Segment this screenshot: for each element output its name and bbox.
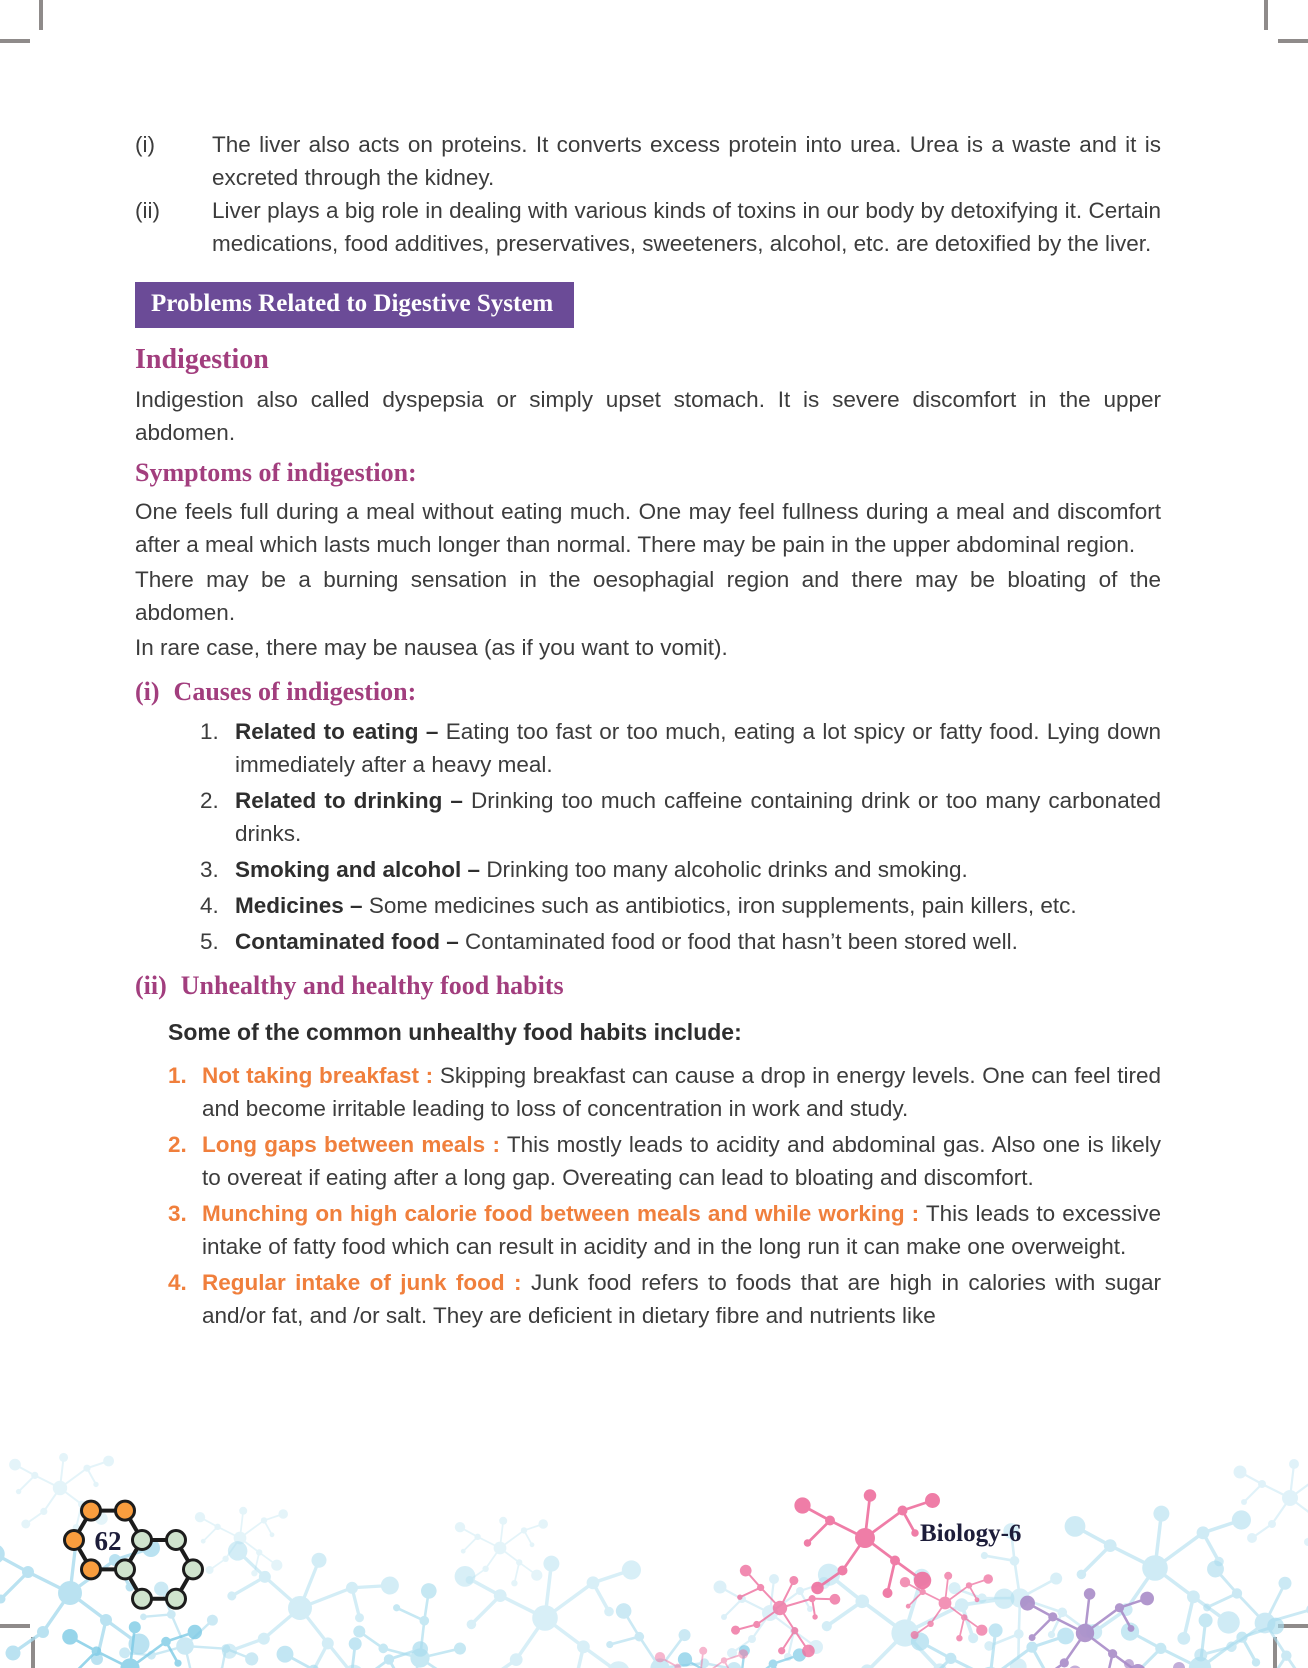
list-item <box>135 715 1161 781</box>
heading-prefix: (i) <box>135 677 160 706</box>
list-item-text <box>202 1059 1161 1125</box>
list-item-rest: This leads to excessive intake of fatty food which can result in acidity and in the long run it can make one overweight. <box>202 1201 1161 1259</box>
list-item-number: 2. <box>168 1132 187 1157</box>
list-item-text <box>235 715 1161 781</box>
habits-intro: Some of the common unhealthy food habits include: <box>168 1019 742 1045</box>
heading-habits <box>135 970 1161 1003</box>
list-item-rest: Junk food refers to foods that are high in calories with sugar and/or fat, and /or salt. They are deficient in dietary fibre and nutrients like <box>202 1270 1162 1328</box>
list-item-number: 1. <box>200 718 219 744</box>
page-number: 62 <box>94 1526 122 1556</box>
list-item-rest: Skipping breakfast can cause a drop in energy levels. One can feel tired and become irritable leading to loss of concentration in work and study. <box>202 1063 1161 1121</box>
list-item-lead: Regular intake of junk food : <box>202 1270 522 1295</box>
paragraph: One feels full during a meal without eating much. One may feel fullness during a meal and discomfort after a meal which lasts much longer than normal. There may be pain in the upper abdominal region. <box>135 499 1161 557</box>
list-item-text: The liver also acts on proteins. It converts excess protein into urea. Urea is a waste and it is excreted through the kidney. <box>212 132 1161 190</box>
list-item <box>135 784 1161 850</box>
list-item-rest: This mostly leads to acidity and abdominal gas. Also one is likely to overeat if eating after a long gap. Overeating can lead to bloating and discomfort. <box>202 1132 1161 1190</box>
crop-mark-top-left-vertical <box>39 0 43 30</box>
list-item-number: 3. <box>200 856 219 882</box>
heading-indigestion: Indigestion <box>135 343 269 375</box>
list-item-lead: Medicines – <box>235 892 363 918</box>
heading-causes <box>135 676 1161 709</box>
list-item-rest: Some medicines such as antibiotics, iron supplements, pain killers, etc. <box>368 892 1077 918</box>
book-label: Biology-6 <box>920 1520 1022 1547</box>
heading-text: Causes of indigestion: <box>173 677 417 706</box>
list-item-number: 4. <box>168 1270 187 1295</box>
list-item <box>135 128 1161 194</box>
list-item-rest: Drinking too many alcoholic drinks and smoking. <box>486 856 968 882</box>
list-item-text <box>202 1197 1161 1263</box>
list-item-lead: Related to drinking – <box>235 787 463 813</box>
list-item <box>135 853 1161 886</box>
list-item-number: 2. <box>200 787 219 813</box>
heading-text: Unhealthy and healthy food habits <box>180 970 564 1000</box>
list-item-rest: Eating too fast or too much, eating a lot spicy or fatty food. Lying down immediately after a heavy meal. <box>235 718 1161 777</box>
paragraph: In rare case, there may be nausea (as if you want to vomit). <box>135 635 728 660</box>
heading-symptoms: Symptoms of indigestion: <box>135 457 417 487</box>
list-item <box>135 925 1161 958</box>
list-item-text <box>202 1266 1161 1332</box>
list-item-number: 1. <box>168 1063 187 1088</box>
paragraph: There may be a burning sensation in the oesophagial region and there may be bloating of the abdomen. <box>135 567 1161 625</box>
list-item-text <box>235 853 1161 886</box>
page-number-hexagon-badge <box>58 1488 208 1614</box>
list-item-lead: Not taking breakfast : <box>202 1063 434 1088</box>
list-item <box>135 1266 1161 1332</box>
list-item-text <box>202 1128 1161 1194</box>
crop-mark-top-right-horizontal <box>1278 39 1308 43</box>
crop-mark-top-left-horizontal <box>0 39 30 43</box>
list-item-number: 4. <box>200 892 219 918</box>
list-item-text: Liver plays a big role in dealing with various kinds of toxins in our body by detoxifying it. Certain medications, food additives, preservatives, sweeteners, alcohol, etc. are detoxified by the liver. <box>212 198 1161 256</box>
list-item-number: 3. <box>168 1201 187 1226</box>
crop-mark-top-right-vertical <box>1264 0 1268 30</box>
page-content <box>135 128 1161 1335</box>
list-item <box>135 1197 1161 1263</box>
list-item <box>135 1128 1161 1194</box>
heading-prefix: (ii) <box>135 970 167 1000</box>
list-item <box>135 1059 1161 1125</box>
list-item-lead: Munching on high calorie food between meals and while working : <box>202 1201 920 1226</box>
paragraph: Indigestion also called dyspepsia or simply upset stomach. It is severe discomfort in the upper abdomen. <box>135 386 1161 445</box>
list-item-lead: Related to eating – <box>235 718 439 744</box>
list-item-number: 5. <box>200 928 219 954</box>
list-item-rest: Contaminated food or food that hasn’t been stored well. <box>465 928 1018 954</box>
list-item-lead: Contaminated food – <box>235 928 459 954</box>
section-banner: Problems Related to Digestive System <box>135 282 574 328</box>
list-item-lead: Long gaps between meals : <box>202 1132 500 1157</box>
habits-list <box>135 1059 1161 1332</box>
list-item-label: (i) <box>135 132 155 157</box>
list-item-text <box>235 925 1161 958</box>
causes-list <box>135 715 1161 958</box>
list-item <box>135 889 1161 922</box>
list-item-label: (ii) <box>135 198 160 223</box>
list-item-text <box>235 784 1161 850</box>
list-item-rest: Drinking too much caffeine containing drink or too many carbonated drinks. <box>235 787 1161 846</box>
list-item <box>135 194 1161 260</box>
list-item-text <box>235 889 1161 922</box>
list-item-lead: Smoking and alcohol – <box>235 856 481 882</box>
